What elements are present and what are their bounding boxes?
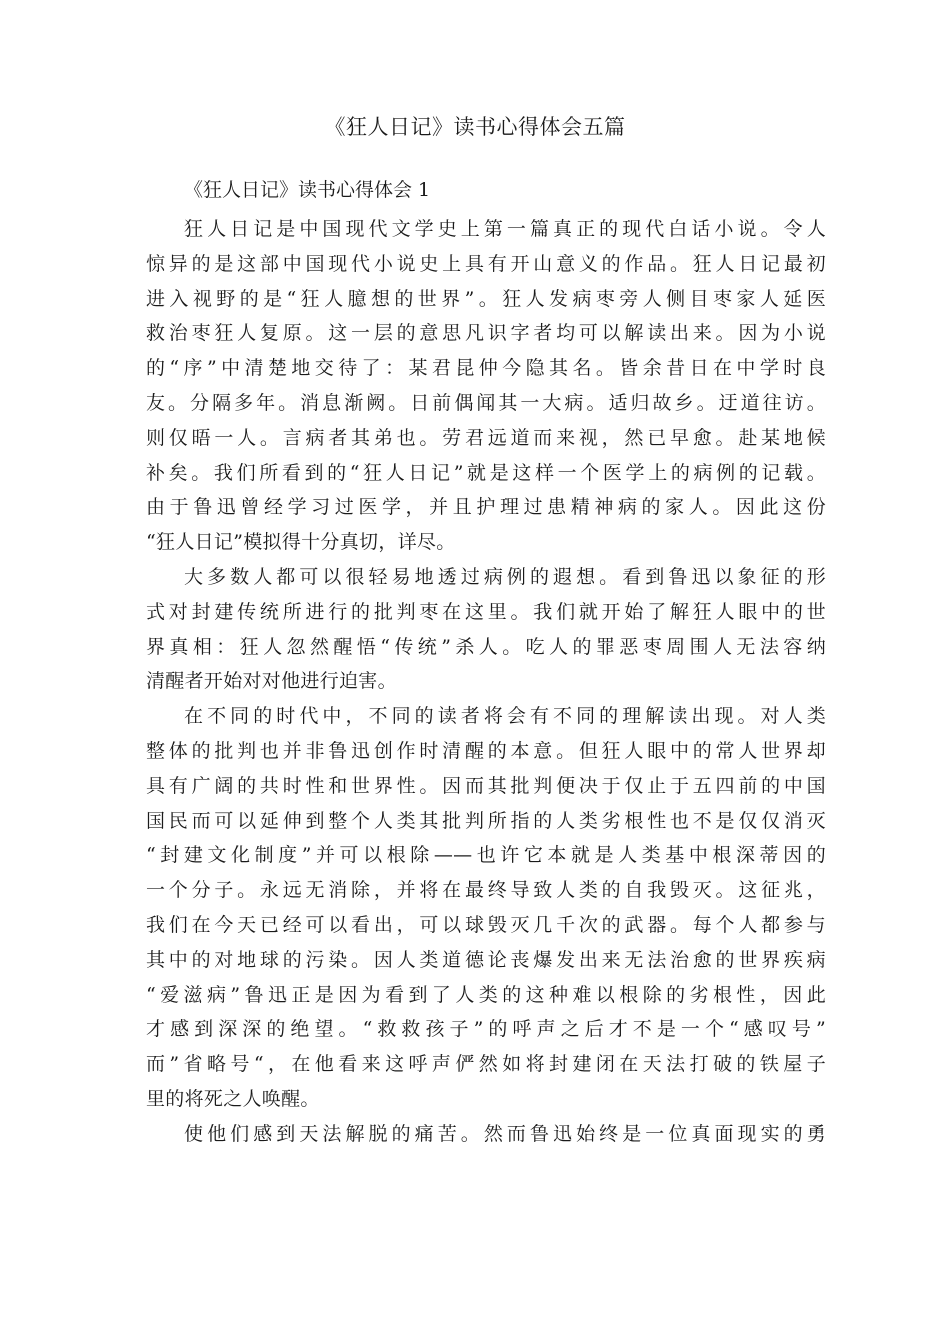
paragraph-line: 在不同的时代中，不同的读者将会有不同的理解读出现。对人类 [184, 705, 826, 728]
paragraph-line: 我们在今天已经可以看出，可以球毁灭几千次的武器。每个人都参与 [146, 913, 826, 936]
paragraph [146, 1117, 826, 1152]
paragraph-line: “狂人日记”模拟得十分真切，详尽。 [146, 531, 456, 554]
document-body [146, 212, 826, 1152]
paragraph-line: 界真相：狂人忽然醒悟“传统”杀人。吃人的罪恶枣周围人无法容纳 [146, 635, 826, 658]
paragraph-line: 清醒者开始对对他进行迫害。 [146, 670, 397, 693]
paragraph-line: 国民而可以延伸到整个人类其批判所指的人类劣根性也不是仅仅消灭 [146, 809, 826, 832]
section-heading: 《狂人日记》读书心得体会 1 [184, 179, 431, 201]
paragraph-line: “爱滋病”鲁迅正是因为看到了人类的这种难以根除的劣根性，因此 [146, 983, 826, 1006]
paragraph-line: 里的将死之人唤醒。 [146, 1087, 320, 1110]
paragraph-line: 则仅晤一人。言病者其弟也。劳君远道而来视，然已早愈。赴某地候 [146, 426, 826, 449]
paragraph-line: 才感到深深的绝望。“救救孩子”的呼声之后才不是一个“感叹号” [146, 1018, 826, 1041]
paragraph-line: 式对封建传统所进行的批判枣在这里。我们就开始了解狂人眼中的世 [146, 600, 826, 623]
paragraph [146, 699, 826, 1117]
paragraph-line: 由于鲁迅曾经学习过医学，并且护理过患精神病的家人。因此这份 [146, 496, 826, 519]
paragraph-line: 的“序”中清楚地交待了：某君昆仲今隐其名。皆余昔日在中学时良 [146, 357, 826, 380]
paragraph-line: 狂人日记是中国现代文学史上第一篇真正的现代白话小说。令人 [184, 218, 826, 240]
paragraph-line: 使他们感到天法解脱的痛苦。然而鲁迅始终是一位真面现实的勇 [184, 1122, 826, 1145]
paragraph-line: 友。分隔多年。消息渐阙。日前偶闻其一大病。适归故乡。迂道往访。 [146, 391, 826, 414]
paragraph [146, 560, 826, 699]
paragraph-line: 整体的批判也并非鲁迅创作时清醒的本意。但狂人眼中的常人世界却 [146, 739, 826, 762]
paragraph-line: “封建文化制度”并可以根除——也许它本就是人类基中根深蒂因的 [146, 844, 826, 867]
paragraph-line: 补矣。我们所看到的“狂人日记”就是这样一个医学上的病例的记载。 [146, 461, 826, 484]
paragraph-line: 其中的对地球的污染。因人类道德论丧爆发出来无法治愈的世界疾病 [146, 948, 826, 971]
paragraph-line: 救治枣狂人复原。这一层的意思凡识字者均可以解读出来。因为小说 [146, 322, 826, 345]
paragraph-line: 大多数人都可以很轻易地透过病例的遐想。看到鲁迅以象征的形 [184, 565, 826, 588]
paragraph-line: 惊异的是这部中国现代小说史上具有开山意义的作品。狂人日记最初 [146, 252, 826, 275]
paragraph-line: 进入视野的是“狂人臆想的世界”。狂人发病枣旁人侧目枣家人延医 [146, 287, 826, 310]
paragraph [146, 212, 826, 560]
paragraph-line: 而”省略号“，在他看来这呼声俨然如将封建闭在天法打破的铁屋子 [146, 1053, 826, 1076]
document-title: 《狂人日记》读书心得体会五篇 [324, 115, 626, 139]
paragraph-line: 具有广阔的共时性和世界性。因而其批判便决于仅止于五四前的中国 [146, 774, 826, 797]
paragraph-line: 一个分子。永远无消除，并将在最终导致人类的自我毁灭。这征兆， [146, 879, 826, 902]
